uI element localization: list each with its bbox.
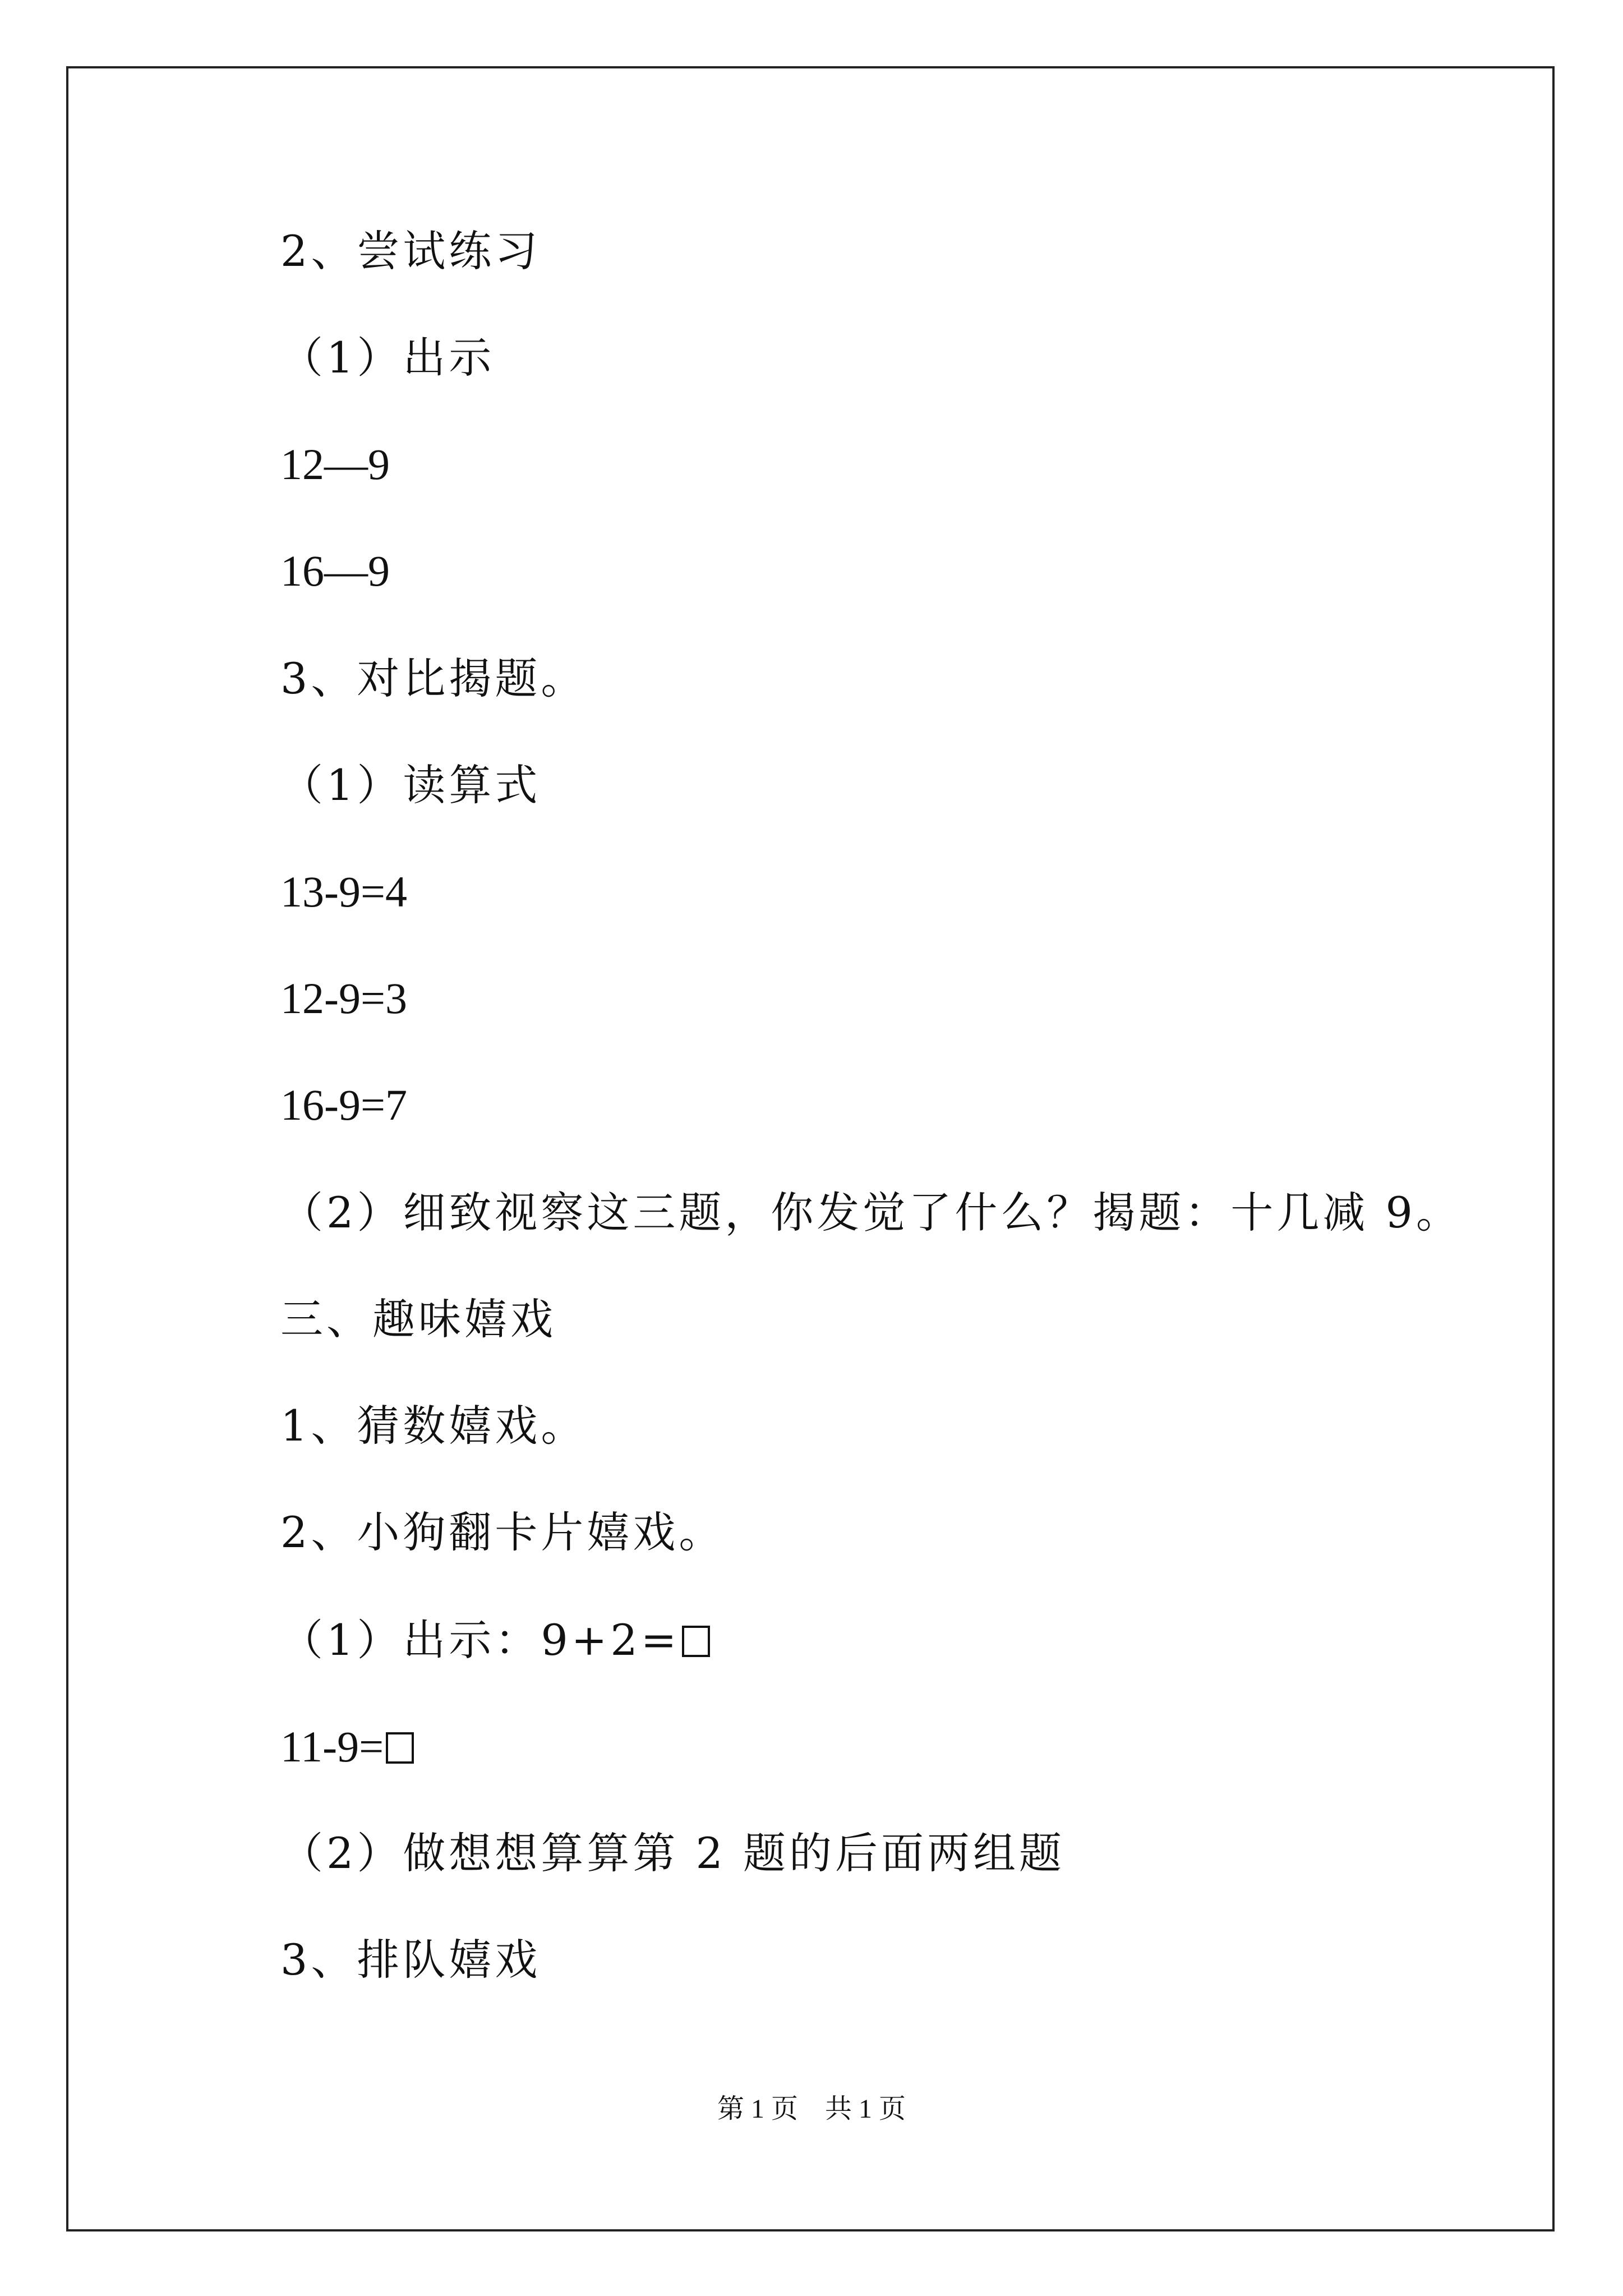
text-line-show: （1）出示 (280, 333, 495, 383)
list-item-flip-cards: 2、小狗翻卡片嬉戏。 (280, 1507, 725, 1557)
page-footer (0, 2092, 1623, 2126)
math-equation-with-box (280, 1720, 414, 1774)
page-border (66, 66, 1555, 2231)
answer-box-icon (386, 1732, 414, 1764)
equation-text: （1）出示：9+2= (280, 1615, 680, 1665)
math-equation: 13-9=4 (280, 867, 407, 916)
math-equation: 16-9=7 (280, 1080, 407, 1129)
section-heading-try-practice: 2、尝试练习 (280, 226, 541, 276)
list-item-guess-number: 1、猜数嬉戏。 (280, 1401, 587, 1451)
text-line-exercise: （2）做想想算算第 2 题的后面两组题 (280, 1828, 1066, 1878)
page-indicator: 第 1 页 共 1 页 (717, 2094, 906, 2124)
list-item-line-up: 3、排队嬉戏 (280, 1935, 541, 1985)
section-heading-compare: 3、对比揭题。 (280, 654, 587, 703)
text-line-observe: （2）细致视察这三题，你发觉了什么？揭题：十几减 9。 (280, 1188, 1462, 1237)
answer-box-icon (682, 1626, 710, 1657)
equation-text: 11-9= (280, 1722, 384, 1771)
math-equation: 12-9=3 (280, 974, 407, 1023)
text-line-read-formula: （1）读算式 (280, 760, 541, 810)
math-expression: 12—9 (280, 440, 390, 489)
section-heading-fun-games: 三、趣味嬉戏 (280, 1294, 556, 1344)
math-expression: 16—9 (280, 546, 390, 595)
text-line-show-equation (280, 1613, 710, 1667)
